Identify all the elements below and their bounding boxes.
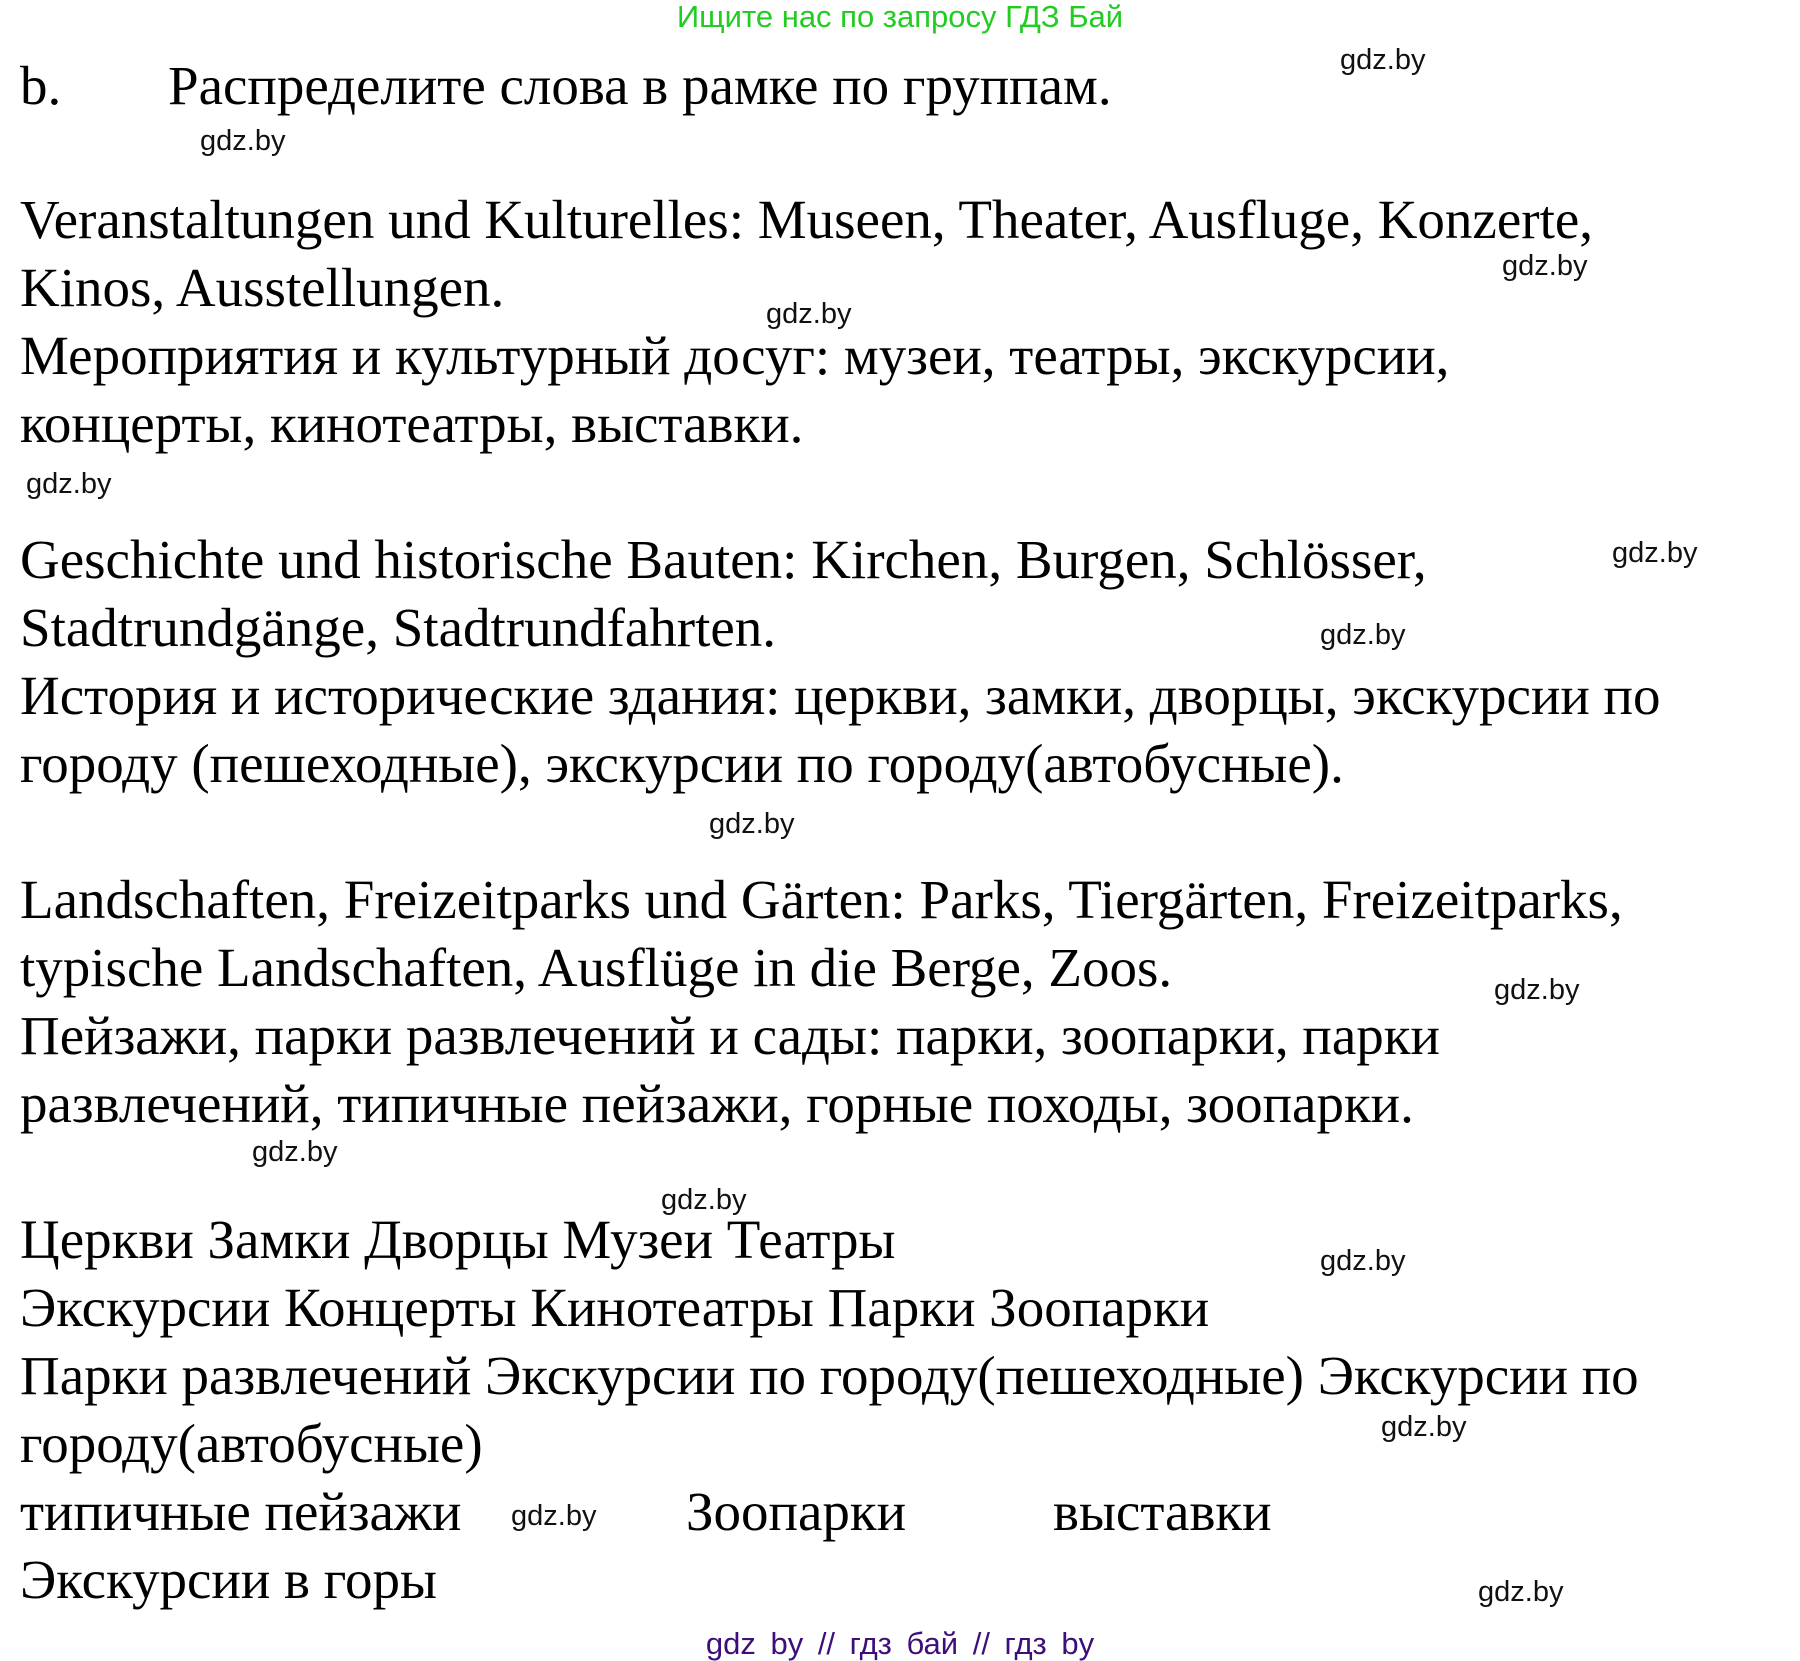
watermark: gdz.by	[200, 125, 286, 157]
word-box-line5-b: Зоопарки	[686, 1481, 907, 1542]
task-instruction: Распределите слова в рамке по группам.	[168, 55, 1112, 116]
word-box-line6: Экскурсии в горы	[20, 1549, 437, 1610]
group2-ru-line2: городу (пешеходные), экскурсии по городу(автобусные).	[20, 733, 1344, 794]
group2-de-line1: Geschichte und historische Bauten: Kirchen, Burgen, Schlösser,	[20, 529, 1427, 590]
watermark: gdz.by	[1340, 44, 1426, 76]
group2-ru-line1: История и исторические здания: церкви, замки, дворцы, экскурсии по	[20, 665, 1661, 726]
watermark: gdz.by	[1320, 1245, 1406, 1277]
group1-de-line1: Veranstaltungen und Kulturelles: Museen, Theater, Ausfluge, Konzerte,	[20, 189, 1594, 250]
word-box-line3: Парки развлечений Экскурсии по городу(пешеходные) Экскурсии по	[20, 1345, 1639, 1406]
group1-ru-line1: Мероприятия и культурный досуг: музеи, театры, экскурсии,	[20, 325, 1450, 386]
watermark: gdz.by	[1320, 619, 1406, 651]
watermark: gdz.by	[252, 1136, 338, 1168]
watermark: gdz.by	[26, 468, 112, 500]
word-box-line5-a: типичные пейзажи	[20, 1481, 462, 1542]
task-letter: b.	[20, 55, 62, 116]
word-box-line2: Экскурсии Концерты Кинотеатры Парки Зоопарки	[20, 1277, 1210, 1338]
word-box-line1: Церкви Замки Дворцы Музеи Театры	[20, 1209, 896, 1270]
watermark: gdz.by	[1381, 1411, 1467, 1443]
watermark: gdz.by	[661, 1184, 747, 1216]
watermark: gdz.by	[1494, 974, 1580, 1006]
group1-de-line2: Kinos, Ausstellungen.	[20, 257, 505, 318]
watermark: gdz.by	[511, 1500, 597, 1532]
footer-links: gdz by // гдз бай // гдз by	[705, 1626, 1095, 1661]
word-box-line4: городу(автобусные)	[20, 1413, 483, 1474]
group3-de-line2: typische Landschaften, Ausflüge in die Berge, Zoos.	[20, 937, 1173, 998]
watermark: gdz.by	[1502, 250, 1588, 282]
watermark: gdz.by	[1612, 537, 1698, 569]
watermark: gdz.by	[1478, 1576, 1564, 1608]
group3-ru-line2: развлечений, типичные пейзажи, горные походы, зоопарки.	[20, 1073, 1414, 1134]
group3-ru-line1: Пейзажи, парки развлечений и сады: парки, зоопарки, парки	[20, 1005, 1440, 1066]
word-box-line5-c: выставки	[1053, 1481, 1272, 1542]
watermark: gdz.by	[709, 808, 795, 840]
group2-de-line2: Stadtrundgänge, Stadtrundfahrten.	[20, 597, 777, 658]
search-banner: Ищите нас по запросу ГДЗ Бай	[676, 0, 1124, 34]
watermark: gdz.by	[766, 298, 852, 330]
group3-de-line1: Landschaften, Freizeitparks und Gärten: Parks, Tiergärten, Freizeitparks,	[20, 869, 1623, 930]
group1-ru-line2: концерты, кинотеатры, выставки.	[20, 393, 804, 454]
